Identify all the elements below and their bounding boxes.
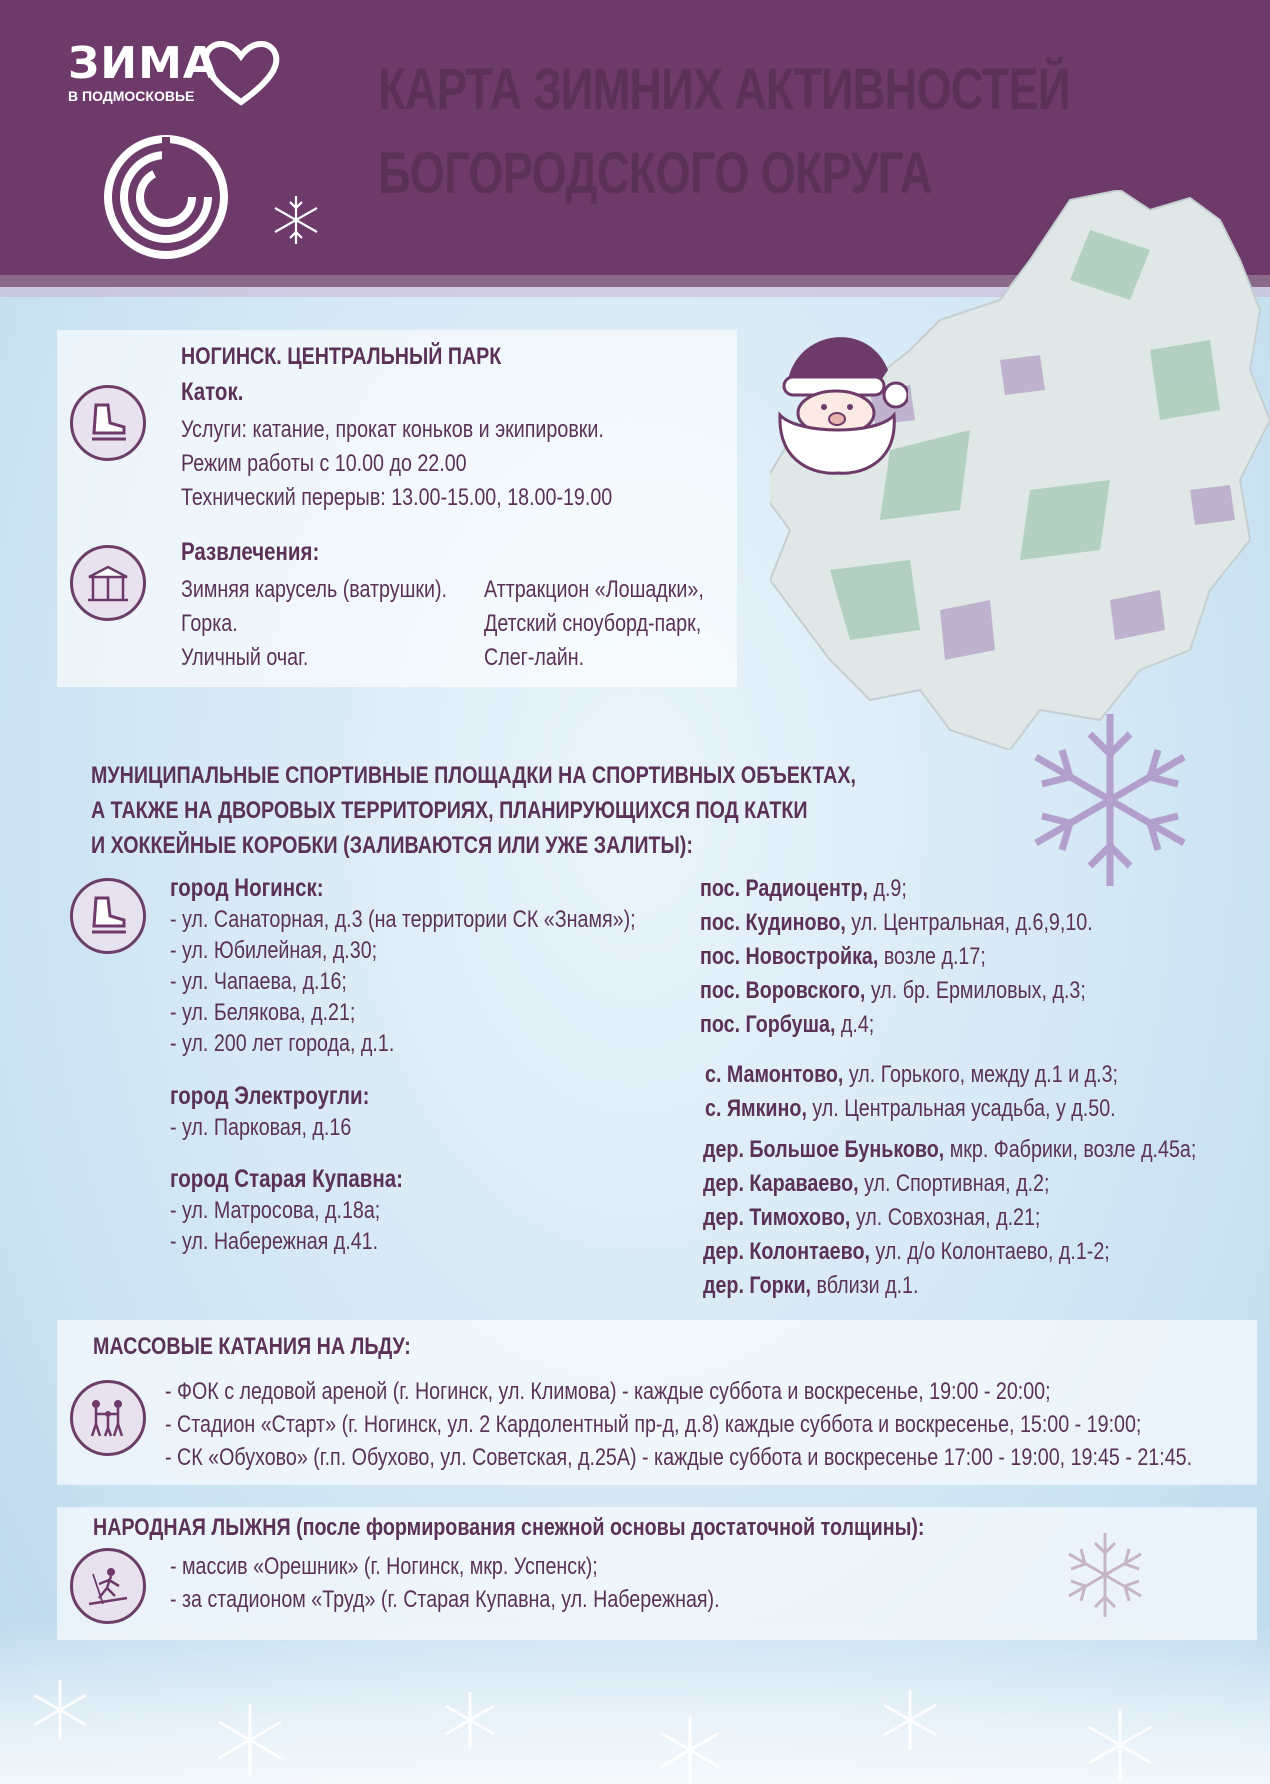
- municipal-heading: [91, 758, 856, 863]
- ski-list: [170, 1550, 720, 1616]
- skating-heading: МАССОВЫЕ КАТАНИЯ НА ЛЬДУ:: [93, 1333, 411, 1360]
- list-item: - СК «Обухово» (г.п. Обухово, ул. Советская, д.25А) - каждые суббота и воскресенье 17:00 - 19:00, 19:45 - 21:45.: [165, 1444, 1193, 1471]
- settlement-address: д.9;: [868, 875, 907, 902]
- list-item: - ФОК с ледовой ареной (г. Ногинск, ул. Климова) - каждые суббота и воскресенье, 19:00 - 20:00;: [165, 1378, 1051, 1405]
- logo-word: ЗИМА: [68, 38, 218, 89]
- skating-list: [165, 1375, 1192, 1474]
- rink-line: Услуги: катание, прокат коньков и экипировки.: [181, 416, 604, 443]
- title-line-2: БОГОРОДСКОГО ОКРУГА: [378, 141, 932, 206]
- carousel-icon: [85, 563, 131, 603]
- list-item: Детский сноуборд-парк,: [484, 610, 702, 637]
- settlement-address: вблизи д.1.: [811, 1272, 919, 1299]
- list-item: Зимняя карусель (ватрушки).: [181, 576, 448, 603]
- noginsk-block: [170, 873, 636, 1059]
- settlement-name: с. Ямкино,: [705, 1095, 807, 1122]
- title-line-1: КАРТА ЗИМНИХ АКТИВНОСТЕЙ: [378, 57, 1070, 122]
- snowflake-icon: [1020, 710, 1200, 890]
- entertainment-badge: [70, 545, 146, 621]
- skate-badge: [70, 385, 146, 461]
- skier-icon: [85, 1564, 131, 1608]
- settlement-name: пос. Горбуша,: [700, 1011, 836, 1038]
- settlement-name: с. Мамонтово,: [705, 1061, 844, 1088]
- heading-line: МУНИЦИПАЛЬНЫЕ СПОРТИВНЫЕ ПЛОЩАДКИ НА СПОРТИВНЫХ ОБЪЕКТАХ,: [91, 762, 856, 789]
- settlement-row: [703, 1201, 1196, 1235]
- rink-line: Технический перерыв: 13.00-15.00, 18.00-19.00: [181, 484, 613, 511]
- settlement-name: дер. Колонтаево,: [703, 1238, 870, 1265]
- rink-title: Каток.: [181, 378, 244, 406]
- address-item: - ул. Набережная д.41.: [170, 1228, 379, 1255]
- snowflakes-decoration: [0, 1640, 1270, 1784]
- settlements-group-1: [700, 872, 1093, 1042]
- skier-badge: [70, 1548, 146, 1624]
- settlement-row: [705, 1058, 1118, 1092]
- fun-list-right: [484, 573, 704, 675]
- settlements-group-3: [703, 1133, 1196, 1303]
- snowflake-icon: [270, 194, 322, 246]
- elektrougli-block: [170, 1081, 369, 1143]
- rink-details: [181, 413, 612, 515]
- city-name: город Старая Купавна:: [170, 1165, 404, 1193]
- ice-skate-icon: [86, 401, 130, 445]
- settlement-address: ул. Спортивная, д.2;: [858, 1170, 1050, 1197]
- list-item: Горка.: [181, 610, 238, 637]
- address-item: - ул. 200 лет города, д.1.: [170, 1030, 395, 1057]
- settlement-name: пос. Радиоцентр,: [700, 875, 869, 902]
- heading-line: И ХОККЕЙНЫЕ КОРОБКИ (ЗАЛИВАЮТСЯ ИЛИ УЖЕ ЗАЛИТЫ):: [91, 832, 693, 859]
- skate-badge: [70, 878, 146, 954]
- settlement-row: [700, 1008, 1093, 1042]
- staraya-kupavna-block: [170, 1164, 403, 1257]
- list-item: - Стадион «Старт» (г. Ногинск, ул. 2 Кардолентный пр-д, д.8) каждые суббота и воскресенье, 15:00 - 19:00;: [165, 1411, 1142, 1438]
- list-item: - массив «Орешник» (г. Ногинск, мкр. Успенск);: [170, 1553, 598, 1580]
- settlement-address: д.4;: [835, 1011, 875, 1038]
- settlement-row: [700, 940, 1093, 974]
- settlement-name: дер. Тимохово,: [703, 1204, 851, 1231]
- settlement-name: пос. Воровского,: [700, 977, 866, 1004]
- settlement-address: ул. Горького, между д.1 и д.3;: [843, 1061, 1118, 1088]
- fun-title: Развлечения:: [181, 538, 320, 566]
- settlement-row: [703, 1133, 1196, 1167]
- skaters-badge: [70, 1380, 146, 1456]
- settlement-name: пос. Новостройка,: [700, 943, 879, 970]
- settlement-address: возле д.17;: [878, 943, 986, 970]
- region-emblem-icon: [104, 135, 228, 259]
- ice-skate-icon: [86, 894, 130, 938]
- settlement-row: [703, 1235, 1196, 1269]
- heading-line: А ТАКЖЕ НА ДВОРОВЫХ ТЕРРИТОРИЯХ, ПЛАНИРУЮЩИХСЯ ПОД КАТКИ: [91, 797, 808, 824]
- settlement-row: [700, 974, 1093, 1008]
- settlement-name: дер. Караваево,: [703, 1170, 859, 1197]
- ski-heading: НАРОДНАЯ ЛЫЖНЯ (после формирования снежной основы достаточной толщины):: [93, 1514, 925, 1541]
- settlement-address: мкр. Фабрики, возле д.45а;: [944, 1136, 1197, 1163]
- address-item: - ул. Санаторная, д.3 (на территории СК «Знамя»);: [170, 906, 636, 933]
- settlement-address: ул. бр. Ермиловых, д.3;: [865, 977, 1086, 1004]
- settlement-address: ул. Центральная, д.6,9,10.: [845, 909, 1093, 936]
- settlement-row: [700, 906, 1093, 940]
- skaters-icon: [84, 1396, 132, 1440]
- settlement-row: [700, 872, 1093, 906]
- list-item: Слег-лайн.: [484, 644, 585, 671]
- address-item: - ул. Чапаева, д.16;: [170, 968, 347, 995]
- city-name: город Электроугли:: [170, 1082, 370, 1110]
- list-item: - за стадионом «Труд» (г. Старая Купавна, ул. Набережная).: [170, 1586, 720, 1613]
- santa-icon: [768, 325, 908, 475]
- settlement-address: ул. Совхозная, д.21;: [850, 1204, 1041, 1231]
- heart-icon: [200, 36, 282, 108]
- city-name: город Ногинск:: [170, 874, 324, 902]
- list-item: Аттракцион «Лошадки»,: [484, 576, 704, 603]
- zima-logo: [68, 38, 218, 104]
- settlement-row: [703, 1167, 1196, 1201]
- logo-subtitle: В ПОДМОСКОВЬЕ: [68, 88, 195, 104]
- settlement-name: дер. Большое Буньково,: [703, 1136, 945, 1163]
- rink-line: Режим работы с 10.00 до 22.00: [181, 450, 467, 477]
- park-heading: НОГИНСК. ЦЕНТРАЛЬНЫЙ ПАРК: [181, 343, 502, 370]
- settlement-row: [703, 1269, 1196, 1303]
- address-item: - ул. Белякова, д.21;: [170, 999, 356, 1026]
- settlements-group-2: [705, 1058, 1118, 1126]
- fun-list-left: [181, 573, 447, 675]
- settlement-address: ул. д/о Колонтаево, д.1-2;: [869, 1238, 1110, 1265]
- settlement-name: пос. Кудиново,: [700, 909, 846, 936]
- address-item: - ул. Юбилейная, д.30;: [170, 937, 378, 964]
- settlement-row: [705, 1092, 1118, 1126]
- address-item: - ул. Матросова, д.18а;: [170, 1197, 381, 1224]
- settlement-name: дер. Горки,: [703, 1272, 812, 1299]
- list-item: Уличный очаг.: [181, 644, 309, 671]
- settlement-address: ул. Центральная усадьба, у д.50.: [806, 1095, 1116, 1122]
- address-item: - ул. Парковая, д.16: [170, 1114, 352, 1141]
